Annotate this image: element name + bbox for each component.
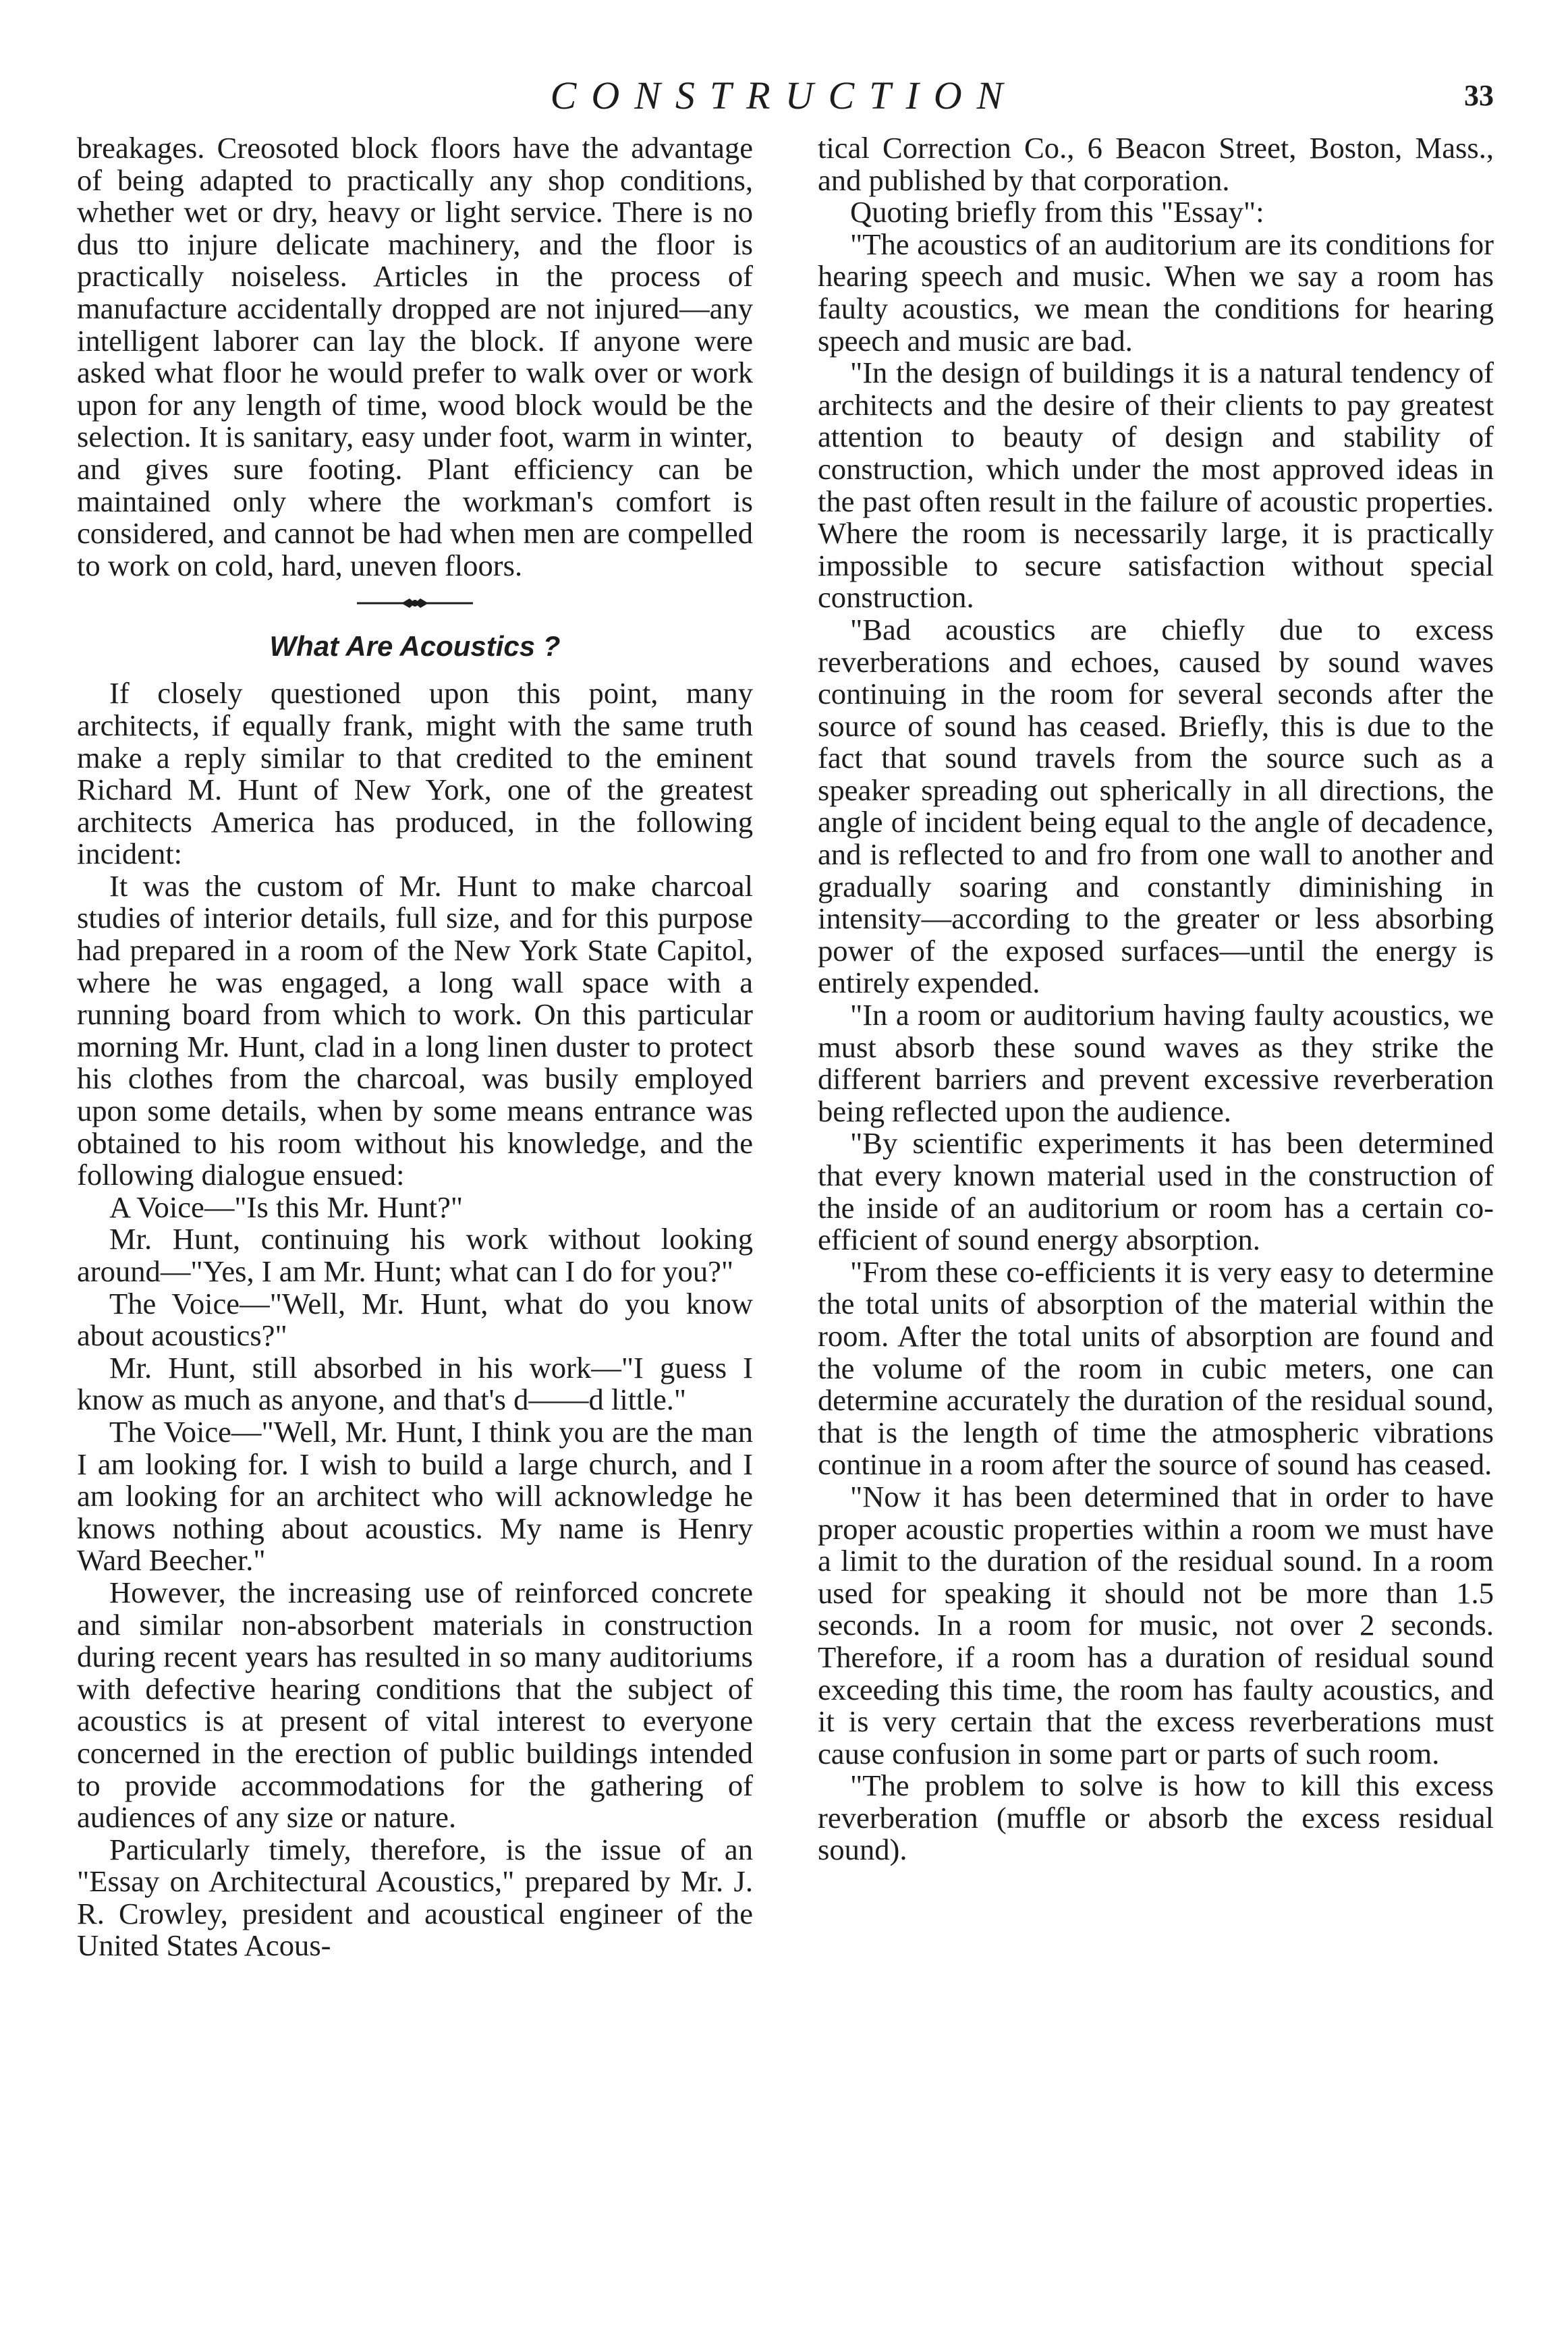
paragraph: "In a room or auditorium having faulty acoustics, we must absorb these sound waves as they strike the different barriers and prevent excessive reverberation being reflected upon the audience.	[818, 998, 1494, 1128]
page-header	[0, 69, 1568, 123]
paragraph: Particularly timely, therefore, is the issue of an "Essay on Architectural Acoustics," prepared by Mr. J. R. Crowley, president and acoustical engineer of the United States Acous-	[77, 1832, 753, 1963]
left-column	[77, 132, 753, 1962]
paragraph: Mr. Hunt, still absorbed in his work—"I guess I know as much as anyone, and that's d——d little."	[77, 1350, 753, 1417]
paragraph: However, the increasing use of reinforced concrete and similar non-absorbent materials in construction during recent years has resulted in so many auditoriums with defective hearing conditions that the subject of acoustics is at present of vital interest to everyone concerned in the erection of public buildings intended to provide accommodations for the gathering of audiences of any size or nature.	[77, 1575, 753, 1835]
section-title: What Are Acoustics ?	[269, 630, 561, 663]
right-column	[818, 132, 1494, 1866]
paragraph: The Voice—"Well, Mr. Hunt, what do you know about acoustics?"	[77, 1286, 753, 1353]
paragraph: The Voice—"Well, Mr. Hunt, I think you are the man I am looking for. I wish to build a large church, and I am looking for an architect who will acknowledge he knows nothing about acoustics. My name is Henry Ward Beecher."	[77, 1414, 753, 1578]
section-divider-ornament	[354, 595, 476, 611]
paragraph: If closely questioned upon this point, many architects, if equally frank, might with the same truth make a reply similar to that credited to the eminent Richard M. Hunt of New York, one of the greatest architects America has produced, in the following incident:	[77, 676, 753, 871]
paragraph: Mr. Hunt, continuing his work without looking around—"Yes, I am Mr. Hunt; what can I do for you?"	[77, 1222, 753, 1288]
paragraph: "Bad acoustics are chiefly due to excess reverberations and echoes, caused by sound waves continuing in the room for several seconds after the source of sound has ceased. Briefly, this is due to the fact that sound travels from the source such as a speaker spreading out spherically in all directions, the angle of incident being equal to the angle of decadence, and is reflected to and fro from one wall to another and gradually soaring and constantly diminishing in intensity—according to the greater or less absorbing power of the exposed surfaces—until the energy is entirely expended.	[818, 612, 1494, 1000]
paragraph: "In the design of buildings it is a natural tendency of architects and the desire of their clients to pay greatest attention to beauty of design and stability of construction, which under the most approved ideas in the past often result in the failure of acoustic properties. Where the room is necessarily large, it is practically impossible to secure satisfaction without special construction.	[818, 356, 1494, 615]
paragraph: "The acoustics of an auditorium are its conditions for hearing speech and music. When we say a room has faulty acoustics, we mean the conditions for hearing speech and music are bad.	[818, 227, 1494, 358]
paragraph: tical Correction Co., 6 Beacon Street, Boston, Mass., and published by that corporation.	[818, 131, 1494, 197]
paragraph: Quoting briefly from this "Essay":	[850, 195, 1264, 229]
page-number: 33	[1464, 79, 1494, 112]
paragraph: "From these co-efficients it is very easy to determine the total units of absorption of the material within the room. After the total units of absorption are found and the volume of the room in cubic meters, one can determine accurately the duration of the residual sound, that is the length of time the atmospheric vibrations continue in a room after the source of sound has ceased.	[818, 1254, 1494, 1482]
paragraph: A Voice—"Is this Mr. Hunt?"	[109, 1190, 464, 1224]
paragraph: "The problem to solve is how to kill this excess reverberation (muffle or absorb the excess residual sound).	[818, 1768, 1494, 1867]
paragraph: "Now it has been determined that in order to have proper acoustic properties within a room we must have a limit to the duration of the residual sound. In a room used for speaking it should not be more than 1.5 seconds. In a room for music, not over 2 seconds. Therefore, if a room has a duration of residual sound exceeding this time, the room has faulty acoustics, and it is very certain that the excess reverberations must cause confusion in some part or parts of such room.	[818, 1479, 1494, 1771]
running-head: CONSTRUCTION	[550, 74, 1018, 117]
paragraph: "By scientific experiments it has been determined that every known material used in the construction of the inside of an auditorium or room has a certain co-efficient of sound energy absorption.	[818, 1126, 1494, 1257]
paragraph: breakages. Creosoted block floors have the advantage of being adapted to practically any shop conditions, whether wet or dry, heavy or light service. There is no dus tto injure delicate machinery, and the floor is practically noiseless. Articles in the process of manufacture accidentally dropped are not injured—any intelligent laborer can lay the block. If anyone were asked what floor he would prefer to walk over or work upon for any length of time, wood block would be the selection. It is sanitary, easy under foot, warm in winter, and gives sure footing. Plant efficiency can be maintained only where the workman's comfort is considered, and cannot be had when men are compelled to work on cold, hard, uneven floors.	[77, 131, 753, 582]
paragraph: It was the custom of Mr. Hunt to make charcoal studies of interior details, full size, and for this purpose had prepared in a room of the New York State Capitol, where he was engaged, a long wall space with a running board from which to work. On this particular morning Mr. Hunt, clad in a long linen duster to protect his clothes from the charcoal, was busily employed upon some details, when by some means entrance was obtained to his room without his knowledge, and the following dialogue ensued:	[77, 868, 753, 1192]
